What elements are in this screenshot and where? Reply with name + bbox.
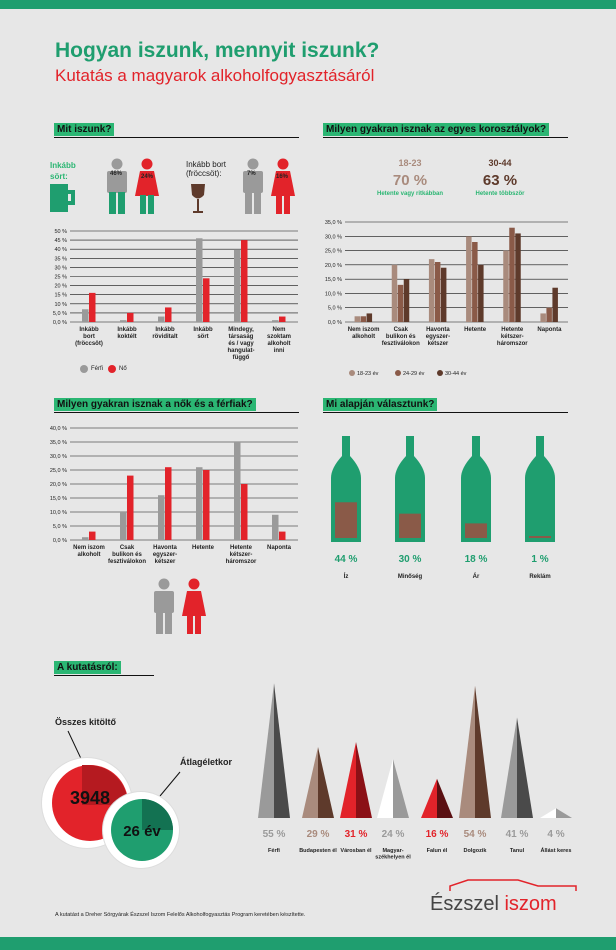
x-tick-label: Csak bulikon és fesztiválokon [107, 545, 147, 565]
beer-label: Inkább sört: [50, 161, 76, 181]
pyramid-dark-side [437, 779, 453, 818]
x-tick-label: Havonta egyszer-kétszer [425, 327, 451, 347]
y-tick-label: 15,0 % [324, 277, 342, 284]
y-tick-label: 30,0 % [49, 454, 67, 460]
pyramid-pct: 4 % [547, 829, 565, 840]
y-tick-label: 25,0 % [49, 468, 67, 474]
stat1-value: 70 % [392, 172, 428, 189]
y-tick-label: 10 % [54, 301, 67, 308]
bottle-pct: 18 % [464, 554, 488, 565]
bottle-pct: 1 % [531, 554, 549, 565]
y-tick-label: 25,0 % [324, 248, 342, 255]
y-tick-label: 20 % [54, 283, 67, 290]
stat2-age: 30-44 [488, 158, 512, 168]
brand-logo [430, 893, 557, 916]
pyramid-dark-side [274, 683, 290, 818]
x-tick-label: Inkább bort (fröccsöt) [75, 327, 103, 347]
section-heading-korosztaly: Milyen gyakran isznak az egyes korosztályok? [323, 123, 549, 136]
stat1-age: 18-23 [398, 158, 422, 168]
page-subtitle: Kutatás a magyarok alkoholfogyasztásáról [55, 66, 375, 85]
beer-men-pct: 46% [110, 171, 123, 177]
pyramid-dark-side [356, 742, 372, 818]
y-tick-label: 35,0 % [324, 220, 342, 226]
logo-part2: iszom [504, 893, 557, 915]
y-tick-label: 15,0 % [49, 496, 67, 502]
section-heading-mit-iszunk: Mit iszunk? [54, 123, 114, 136]
total-value: 3948 [69, 788, 111, 808]
age-value: 26 év [123, 823, 161, 840]
pyramid-light-side [501, 718, 517, 818]
legend-ferfi: Férfi [91, 366, 103, 372]
y-tick-label: 20,0 % [49, 482, 67, 488]
x-tick-label: Inkább sört [193, 327, 213, 340]
x-tick-label: Nem szoktam alkoholt inni [266, 327, 292, 354]
pyramid-pct: 29 % [306, 829, 330, 840]
pyramid-light-side [258, 683, 274, 818]
bottle-pct: 44 % [334, 554, 358, 565]
x-tick-label: Nem iszom alkoholt [347, 327, 380, 340]
y-tick-label: 0,0 % [52, 538, 67, 544]
pyramid-light-side [459, 686, 475, 818]
y-tick-label: 40,0 % [49, 426, 67, 432]
x-tick-label: Csak bulikon és fesztiválokon [381, 327, 420, 347]
y-tick-label: 30,0 % [324, 234, 342, 241]
pyramid-pct: 24 % [381, 829, 405, 840]
y-tick-label: 5,0 % [52, 524, 67, 530]
y-tick-label: 50 % [54, 229, 67, 235]
x-tick-label: Hetente [191, 545, 215, 551]
x-tick-label: Hetente [464, 327, 487, 333]
pyramid-dark-side [517, 718, 533, 818]
pyramid-label: Városban él [340, 848, 372, 854]
pyramid-dark-side [318, 747, 334, 818]
y-tick-label: 10,0 % [49, 510, 67, 516]
y-tick-label: 15 % [54, 292, 67, 299]
pyramid-label: Falun él [426, 848, 448, 854]
y-tick-label: 20,0 % [324, 262, 342, 269]
y-tick-label: 5,0 % [52, 310, 67, 317]
section-heading-valasztunk: Mi alapján választunk? [323, 398, 437, 411]
section-heading-kutatasrol: A kutatásról: [54, 661, 121, 674]
legend-no: Nő [119, 366, 127, 372]
bottle-label: Íz [343, 574, 349, 580]
logo-car-outline-icon [448, 877, 578, 893]
pyramid-label: Férfi [268, 848, 280, 854]
stat1-text: Hetente vagy ritkábban [376, 191, 444, 197]
bottle-label: Reklám [529, 574, 551, 580]
wine-men-pct: 7% [247, 171, 256, 177]
pyramid-label: Dolgozik [463, 848, 487, 854]
pyramid-label: Budapesten él [299, 848, 337, 854]
pyramid-pct: 41 % [505, 829, 529, 840]
y-tick-label: 30 % [54, 265, 67, 272]
x-tick-label: Havonta egyszer-kétszer [152, 545, 178, 565]
pyramid-light-side [302, 747, 318, 818]
x-tick-label: Nem iszom alkoholt [73, 545, 105, 558]
wine-women-pct: 16% [276, 174, 289, 180]
legend-label: 18-23 év [357, 371, 379, 377]
y-tick-label: 25 % [54, 274, 67, 281]
y-tick-label: 45 % [54, 238, 67, 245]
pyramid-light-side [377, 759, 393, 818]
x-tick-label: Inkább koktélt [117, 327, 137, 340]
legend-label: 30-44 év [445, 371, 467, 377]
wine-label: Inkább bort (fröccsöt): [186, 160, 227, 178]
y-tick-label: 0,0 % [52, 320, 67, 326]
pyramid-pct: 54 % [463, 829, 487, 840]
pyramid-light-side [421, 779, 437, 818]
average-age-label: Átlagéletkor [180, 757, 233, 767]
x-tick-label: Mindegy, társaság és / vagy hangulat-függő [227, 327, 255, 361]
y-tick-label: 10,0 % [324, 291, 342, 298]
pyramid-dark-side [556, 808, 572, 818]
stat2-text: Hetente többször [475, 191, 525, 197]
x-tick-label: Hetente kétszer-háromszor [496, 327, 528, 347]
legend-label: 24-29 év [403, 371, 425, 377]
bottle-label: Minőség [397, 574, 423, 580]
y-tick-label: 5,0 % [327, 305, 342, 312]
y-tick-label: 35,0 % [49, 440, 67, 446]
stat2-value: 63 % [482, 172, 518, 189]
pyramid-pct: 31 % [344, 829, 368, 840]
pyramid-light-side [540, 808, 556, 818]
pyramid-pct: 55 % [262, 829, 286, 840]
logo-part1: Észszel [430, 893, 499, 915]
page-title: Hogyan iszunk, mennyit iszunk? [55, 39, 380, 62]
pyramid-label: Magyar-székhelyen él [375, 848, 411, 861]
pyramid-label: Állást keres [540, 848, 572, 854]
section-heading-nok-ferfiak: Milyen gyakran isznak a nők és a férfiak? [54, 398, 256, 411]
pyramid-light-side [340, 742, 356, 818]
pyramid-dark-side [393, 759, 409, 818]
y-tick-label: 40 % [54, 247, 67, 254]
beer-women-pct: 24% [141, 174, 154, 180]
x-tick-label: Inkább röviditalt [152, 327, 178, 340]
x-tick-label: Naponta [267, 545, 291, 551]
bottom-accent-bar [0, 937, 616, 950]
y-tick-label: 0,0 % [327, 320, 342, 326]
total-respondents-label: Összes kitöltő [55, 717, 117, 727]
y-tick-label: 35 % [54, 256, 67, 263]
pyramid-pct: 16 % [425, 829, 449, 840]
bottle-label: Ár [472, 574, 480, 580]
footer-note: A kutatást a Dreher Sörgyárak Észszel Iszom Felelős Alkoholfogyasztás Program keretében készítette. [55, 912, 306, 918]
bottle-pct: 30 % [398, 554, 422, 565]
pyramid-dark-side [475, 686, 491, 818]
x-tick-label: Naponta [537, 327, 562, 333]
pyramid-label: Tanul [509, 848, 525, 854]
x-tick-label: Hetente kétszer-háromszor [225, 545, 257, 565]
